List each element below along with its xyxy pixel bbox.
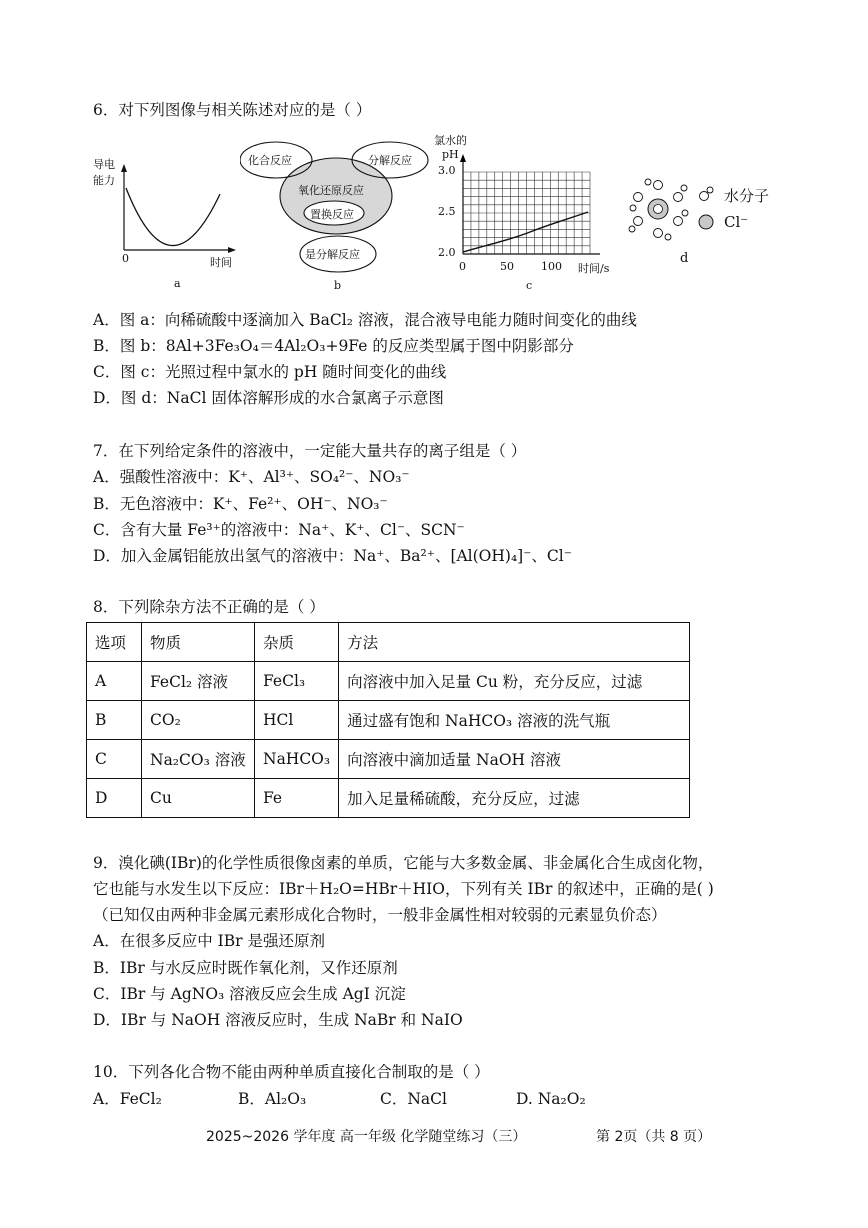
- q10-option-a: A．FeCl₂: [93, 1090, 162, 1108]
- table-cell: 加入足量稀硫酸，充分反应，过滤: [339, 779, 690, 818]
- q9-option-b: B．IBr 与水反应时既作氧化剂，又作还原剂: [93, 959, 398, 977]
- fig-c-ytick-3: 3.0: [438, 164, 456, 177]
- q9-option-c: C．IBr 与 AgNO₃ 溶液反应会生成 AgI 沉淀: [93, 985, 406, 1003]
- figure-b: [240, 140, 430, 295]
- table-cell: D: [87, 779, 142, 818]
- fig-b-label: 是分解反应: [305, 248, 360, 261]
- q10-option-d: D. Na₂O₂: [516, 1090, 586, 1108]
- fig-b-combination: 化合反应: [248, 154, 292, 167]
- figure-c: [430, 132, 630, 295]
- q7-option-b: B．无色溶液中：K⁺、Fe²⁺、OH⁻、NO₃⁻: [93, 495, 388, 513]
- q9-option-d: D．IBr 与 NaOH 溶液反应时，生成 NaBr 和 NaIO: [93, 1011, 463, 1029]
- fig-a-caption: a: [174, 277, 181, 290]
- q10-option-c: C．NaCl: [380, 1090, 447, 1108]
- table-cell: HCl: [255, 701, 339, 740]
- table-cell: Fe: [255, 779, 339, 818]
- q6-option-a: A．图 a：向稀硫酸中逐滴加入 BaCl₂ 溶液，混合液导电能力随时间变化的曲线: [93, 311, 637, 329]
- table-header-cell: 选项: [87, 623, 142, 662]
- table-row: [87, 701, 690, 740]
- table-cell: FeCl₂ 溶液: [142, 662, 255, 701]
- fig-c-title-2: pH: [442, 148, 459, 161]
- q7-option-a: A．强酸性溶液中：K⁺、Al³⁺、SO₄²⁻、NO₃⁻: [93, 468, 410, 486]
- fig-c-ytick-2-5: 2.5: [438, 205, 456, 218]
- fig-a-xlabel: 时间: [210, 256, 232, 269]
- fig-b-redox: 氧化还原反应: [298, 184, 364, 197]
- figure-a: [90, 150, 240, 295]
- table-header-row: [87, 623, 690, 662]
- table-cell: Na₂CO₃ 溶液: [142, 740, 255, 779]
- footer-title: 2025~2026 学年度 高一年级 化学随堂练习（三）: [206, 1129, 527, 1145]
- fig-a-origin: 0: [122, 252, 129, 265]
- table-cell: CO₂: [142, 701, 255, 740]
- q10-stem: 10．下列各化合物不能由两种单质直接化合制取的是（ ）: [93, 1063, 490, 1081]
- fig-a-ylabel-1: 导电: [93, 158, 115, 171]
- table-cell: Cu: [142, 779, 255, 818]
- table-row: [87, 779, 690, 818]
- fig-c-title-1: 氯水的: [434, 134, 467, 147]
- q7-option-c: C．含有大量 Fe³⁺的溶液中：Na⁺、K⁺、Cl⁻、SCN⁻: [93, 521, 465, 539]
- table-header-cell: 物质: [142, 623, 255, 662]
- table-row: [87, 740, 690, 779]
- q8-table: [86, 622, 690, 818]
- footer-page-number: 第 2页（共 8 页）: [596, 1129, 712, 1145]
- fig-a-ylabel-2: 能力: [93, 174, 115, 187]
- fig-b-displacement: 置换反应: [310, 208, 354, 221]
- q7-stem: 7．在下列给定条件的溶液中，一定能大量共存的离子组是（ ）: [93, 442, 527, 460]
- table-cell: A: [87, 662, 142, 701]
- fig-b-caption: b: [334, 279, 342, 292]
- fig-b-decomposition: 分解反应: [368, 154, 412, 167]
- table-header-cell: 杂质: [255, 623, 339, 662]
- q8-stem: 8．下列除杂方法不正确的是（ ）: [93, 598, 325, 616]
- table-cell: 向溶液中滴加适量 NaOH 溶液: [339, 740, 690, 779]
- q9-line-1: 9．溴化碘(IBr)的化学性质很像卤素的单质，它能与大多数金属、非金属化合生成卤化物，: [93, 854, 714, 872]
- q6-option-c: C．图 c：光照过程中氯水的 pH 随时间变化的曲线: [93, 363, 447, 381]
- q10-option-b: B．Al₂O₃: [238, 1090, 307, 1108]
- fig-c-xtick-50: 50: [500, 260, 514, 273]
- q9-line-2: 它也能与水发生以下反应：IBr＋H₂O=HBr＋HIO，下列有关 IBr 的叙述中，正确的是( ): [93, 880, 714, 898]
- fig-c-caption: c: [526, 279, 533, 292]
- table-cell: 通过盛有饱和 NaHCO₃ 溶液的洗气瓶: [339, 701, 690, 740]
- table-cell: FeCl₃: [255, 662, 339, 701]
- q6-stem: 6．对下列图像与相关陈述对应的是（ ）: [93, 101, 372, 119]
- q9-option-a: A．在很多反应中 IBr 是强还原剂: [93, 932, 325, 950]
- fig-d-caption: d: [680, 251, 689, 266]
- table-cell: NaHCO₃: [255, 740, 339, 779]
- q6-option-b: B．图 b：8Al+3Fe₃O₄＝4Al₂O₃+9Fe 的反应类型属于图中阴影部分: [93, 337, 574, 355]
- fig-d-legend-water: 水分子: [724, 187, 770, 205]
- table-cell: B: [87, 701, 142, 740]
- q7-option-d: D．加入金属铝能放出氢气的溶液中：Na⁺、Ba²⁺、[Al(OH)₄]⁻、Cl⁻: [93, 547, 572, 565]
- q9-line-3: （已知仅由两种非金属元素形成化合物时，一般非金属性相对较弱的元素显负价态）: [93, 906, 667, 924]
- table-header-cell: 方法: [339, 623, 690, 662]
- figure-d: [624, 175, 784, 270]
- table-cell: C: [87, 740, 142, 779]
- fig-c-xtick-0: 0: [459, 260, 466, 273]
- fig-c-xlabel: 时间/s: [578, 262, 610, 275]
- table-row: [87, 662, 690, 701]
- table-cell: 向溶液中加入足量 Cu 粉，充分反应，过滤: [339, 662, 690, 701]
- q6-option-d: D．图 d：NaCl 固体溶解形成的水合氯离子示意图: [93, 389, 444, 407]
- fig-c-xtick-100: 100: [541, 260, 562, 273]
- fig-d-legend-cl: Cl⁻: [724, 213, 749, 231]
- fig-c-ytick-2: 2.0: [438, 246, 456, 259]
